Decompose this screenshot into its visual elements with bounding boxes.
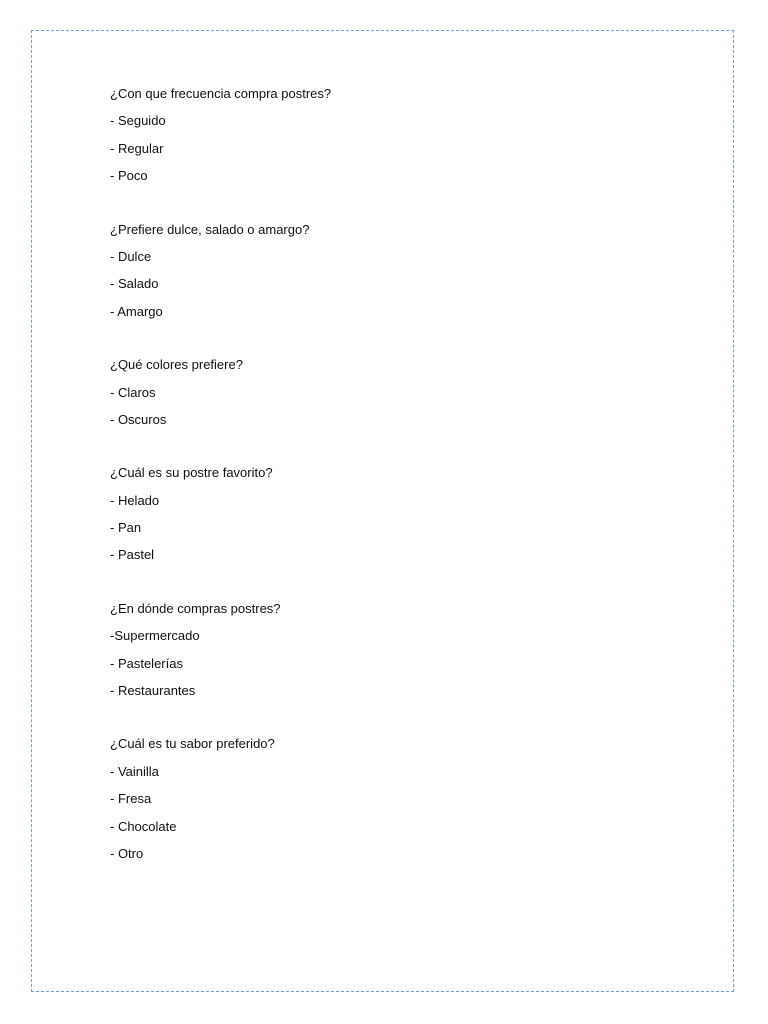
option-item: - Pastel xyxy=(110,547,155,563)
question-text: ¿Con que frecuencia compra postres? xyxy=(110,86,332,101)
option-item: - Claros xyxy=(110,384,156,400)
survey-content xyxy=(110,84,690,897)
option-item: - Pan xyxy=(110,520,142,536)
question-block-colors xyxy=(110,355,690,437)
question-text: ¿Cuál es su postre favorito? xyxy=(110,465,273,481)
question-block-frequency xyxy=(110,84,690,194)
question-text: ¿Cuál es tu sabor preferido? xyxy=(110,736,275,752)
question-text: ¿En dónde compras postres? xyxy=(110,600,281,616)
option-item: - Pastelerías xyxy=(110,655,183,671)
question-text: ¿Prefiere dulce, salado o amargo? xyxy=(110,221,310,237)
option-item: - Otro xyxy=(110,845,144,861)
option-item: - Salado xyxy=(110,276,159,292)
option-item: -Supermercado xyxy=(110,628,200,644)
option-item: - Fresa xyxy=(110,791,152,807)
option-item: - Amargo xyxy=(110,303,163,319)
option-item: - Poco xyxy=(110,168,148,184)
option-item: - Dulce xyxy=(110,248,152,264)
option-item: - Oscuros xyxy=(110,411,167,427)
option-item: - Helado xyxy=(110,492,160,508)
question-block-favorite-dessert xyxy=(110,463,690,573)
question-text: ¿Qué colores prefiere? xyxy=(110,357,243,373)
option-item: - Seguido xyxy=(110,113,166,129)
question-block-flavor xyxy=(110,734,690,871)
option-item: - Restaurantes xyxy=(110,683,196,699)
option-item: - Regular xyxy=(110,140,164,156)
option-item: - Vainilla xyxy=(110,763,159,779)
document-page xyxy=(31,30,734,992)
question-block-where-buy xyxy=(110,599,690,709)
question-block-taste xyxy=(110,220,690,330)
option-item: - Chocolate xyxy=(110,818,177,834)
